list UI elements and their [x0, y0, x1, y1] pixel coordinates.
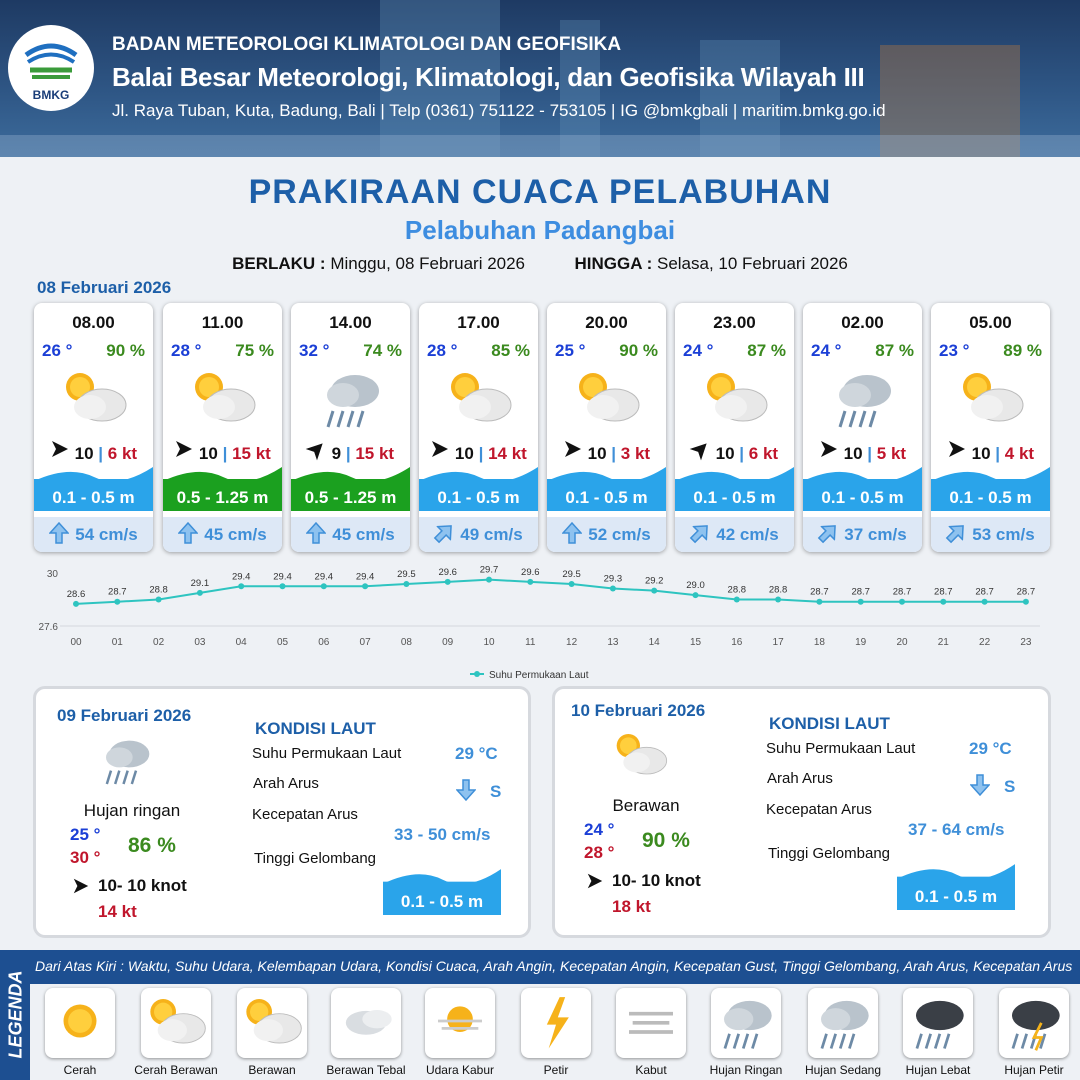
light-rain-icon [711, 988, 781, 1058]
panel-condition: Berawan [612, 796, 680, 815]
forecast-card [547, 303, 666, 552]
haze-icon [425, 988, 495, 1058]
x-tick-label: 20 [896, 637, 908, 648]
sst-point [362, 583, 368, 589]
sst-point [527, 579, 533, 585]
x-tick-label: 07 [359, 637, 371, 648]
sst-data-label: 28.7 [851, 586, 870, 598]
wind-direction-icon [307, 444, 327, 463]
wave-height: 0.5 - 1.25 m [176, 488, 269, 507]
wave-height-label: Tinggi Gelombang [254, 850, 377, 867]
sst-label: Suhu Permukaan Laut [252, 745, 402, 762]
office-name: Balai Besar Meteorologi, Klimatologi, dan Geofisika Wilayah III [112, 62, 865, 92]
wind-gust: 14 kt [488, 444, 527, 463]
current-direction-icon [562, 525, 588, 544]
sea-condition-heading: KONDISI LAUT [769, 714, 890, 733]
forecast-time: 02.00 [841, 313, 884, 332]
x-tick-label: 16 [731, 637, 743, 648]
current-speed-row [291, 517, 410, 552]
forecast-card [291, 303, 410, 552]
cloudy-icon [237, 988, 307, 1058]
x-tick-label: 06 [318, 637, 330, 648]
forecast-temp: 23 ° [939, 341, 970, 360]
forecast-humidity: 90 % [619, 341, 658, 360]
sea-condition-heading: KONDISI LAUT [255, 719, 376, 738]
sst-point [775, 597, 781, 603]
sst-data-label: 29.7 [479, 564, 499, 576]
current-direction-icon [434, 525, 460, 544]
wind-direction-icon [691, 444, 711, 463]
cloudy-icon [697, 361, 773, 433]
wind-gust: 5 kt [876, 444, 907, 463]
sst-point [734, 597, 740, 603]
forecast-wind: 10 | 6 kt [675, 439, 794, 464]
sst-point [610, 585, 616, 591]
rain-icon [825, 361, 901, 433]
sst-data-label: 28.7 [892, 586, 912, 598]
sst-data-label: 28.7 [934, 586, 953, 598]
panel-condition: Hujan ringan [83, 801, 181, 820]
x-tick-label: 14 [648, 637, 660, 648]
sst-point [693, 592, 699, 598]
legend-item-label: Petir [543, 1063, 569, 1077]
current-speed: 42 cm/s [716, 525, 779, 544]
sst-point [403, 581, 409, 587]
chart-legend-label: Suhu Permukaan Laut [489, 670, 589, 681]
sst-point [569, 581, 575, 587]
current-direction-icon [970, 774, 990, 801]
sst-data-label: 29.4 [231, 571, 251, 583]
forecast-wind: 10 | 4 kt [931, 439, 1050, 464]
forecast-time: 11.00 [201, 313, 244, 332]
current-direction-label: Arah Arus [253, 775, 319, 792]
forecast-time: 23.00 [713, 313, 756, 332]
cloudy-icon [953, 361, 1029, 433]
x-tick-label: 08 [400, 637, 412, 648]
rain-icon [313, 361, 389, 433]
current-speed-row [547, 517, 666, 552]
current-speed-row [419, 517, 538, 552]
fog-icon [616, 988, 686, 1058]
wind-direction-icon [50, 444, 70, 463]
wave-height: 0.1 - 0.5 m [949, 488, 1032, 507]
current-direction-icon [456, 779, 476, 806]
thunderstorm-icon [999, 988, 1069, 1058]
current-speed-row [931, 517, 1050, 552]
current-speed: 37 cm/s [844, 525, 907, 544]
cloudy-icon [608, 724, 672, 789]
forecast-card [675, 303, 794, 552]
sst-label: Suhu Permukaan Laut [766, 740, 916, 757]
sst-data-label: 28.8 [727, 584, 747, 596]
forecast-wind: 10 | 6 kt [34, 439, 153, 464]
current-speed-label: Kecepatan Arus [252, 806, 358, 823]
sst-data-label: 29.4 [314, 571, 334, 583]
sst-point [445, 579, 451, 585]
forecast-wind: 9 | 15 kt [291, 439, 410, 464]
current-speed: 53 cm/s [972, 525, 1035, 544]
sst-value: 29 °C [969, 739, 1012, 758]
forecast-temp: 25 ° [555, 341, 586, 360]
forecast-time: 05.00 [969, 313, 1012, 332]
x-tick-label: 22 [979, 637, 991, 648]
sst-chart [0, 560, 1080, 685]
current-direction-icon [818, 525, 844, 544]
x-tick-label: 02 [153, 637, 165, 648]
x-tick-label: 04 [235, 637, 247, 648]
sst-data-label: 29.4 [273, 571, 292, 583]
wind-direction-icon [586, 872, 604, 895]
sst-point [651, 588, 657, 594]
cloudy-icon [569, 361, 645, 433]
wave-height: 0.1 - 0.5 m [693, 488, 776, 507]
rain-icon [94, 729, 158, 794]
forecast-temp: 28 ° [171, 341, 202, 360]
current-speed-label: Kecepatan Arus [766, 801, 872, 818]
heavy-rain-icon [903, 988, 973, 1058]
logo-text: BMKG [32, 88, 70, 102]
x-tick-label: 19 [855, 637, 867, 648]
wave-height-label: Tinggi Gelombang [768, 845, 891, 862]
wind-speed: 10 [454, 444, 474, 463]
sst-value: 29 °C [455, 744, 498, 763]
legend-item-label: Cerah [63, 1063, 97, 1077]
current-direction-icon [946, 525, 972, 544]
legend-caption: Dari Atas Kiri : Waktu, Suhu Udara, Kelembapan Udara, Kondisi Cuaca, Arah Angin, Kecepatan Angin, Kecepatan Gust, Tinggi Gelombang, Arah Arus, Kecepatan Arus [35, 958, 1073, 974]
sst-data-label: 28.8 [149, 584, 168, 596]
sst-point [899, 599, 905, 605]
sst-point [1023, 599, 1029, 605]
forecast-humidity: 75 % [235, 341, 274, 360]
wind-direction-icon [72, 877, 90, 900]
wind-direction-icon [819, 444, 839, 463]
sst-data-label: 28.7 [1016, 586, 1036, 598]
sst-point [280, 583, 286, 589]
valid-from-label: BERLAKU : [232, 254, 326, 273]
legend-item-label: Hujan Petir [1004, 1063, 1064, 1077]
wave-height: 0.5 - 1.25 m [304, 488, 397, 507]
forecast-humidity: 90 % [106, 341, 145, 360]
current-speed-row [803, 517, 922, 552]
org-name: BADAN METEOROLOGI KLIMATOLOGI DAN GEOFISIKA [112, 34, 622, 55]
forecast-card [34, 303, 153, 552]
daily-panel [33, 686, 531, 938]
current-speed-value: 37 - 64 cm/s [908, 820, 1005, 839]
wind-gust: 15 kt [355, 444, 395, 463]
wind-gust: 3 kt [620, 444, 651, 463]
forecast-temp: 32 ° [299, 341, 330, 360]
wave-height: 0.1 - 0.5 m [437, 488, 520, 507]
sst-data-label: 29.1 [190, 577, 210, 589]
partly-cloudy-icon [56, 361, 132, 433]
panel-wave-height: 0.1 - 0.5 m [914, 887, 998, 906]
forecast-card [803, 303, 922, 552]
wind-direction-icon [430, 444, 450, 463]
x-tick-label: 05 [276, 637, 289, 648]
sst-point [940, 599, 946, 605]
panel-temp-min: 24 ° [584, 820, 615, 839]
sst-point [858, 599, 864, 605]
wind-speed: 10 [587, 444, 607, 463]
x-tick-label: 03 [194, 637, 206, 648]
sst-point [197, 590, 203, 596]
legend-item-label: Cerah Berawan [134, 1063, 218, 1077]
y-tick-label: 27.6 [38, 622, 58, 633]
valid-to-label: HINGGA : [574, 254, 653, 273]
legend-swatch-dot [474, 671, 480, 677]
forecast-wind: 10 | 15 kt [163, 439, 282, 464]
panel-gust: 18 kt [612, 897, 651, 916]
current-speed-row [34, 517, 153, 552]
forecast-temp: 24 ° [811, 341, 842, 360]
sst-point [321, 583, 327, 589]
current-speed-row [163, 517, 282, 552]
forecast-time: 17.00 [457, 313, 500, 332]
current-speed: 45 cm/s [204, 525, 267, 544]
legend-item-label: Udara Kabur [425, 1063, 495, 1077]
panel-date: 09 Februari 2026 [57, 706, 192, 725]
forecast-wind: 10 | 5 kt [803, 439, 922, 464]
sst-point [982, 599, 988, 605]
current-direction-icon [49, 525, 75, 544]
x-tick-label: 09 [442, 637, 454, 648]
wind-direction-icon [563, 444, 583, 463]
current-direction-label: Arah Arus [767, 770, 833, 787]
legend-item-label: Hujan Sedang [804, 1063, 882, 1077]
x-tick-label: 12 [566, 637, 578, 648]
forecast-time: 20.00 [585, 313, 628, 332]
wave-height: 0.1 - 0.5 m [565, 488, 648, 507]
wind-speed: 9 [331, 444, 342, 463]
forecast-humidity: 87 % [747, 341, 786, 360]
forecast-time: 08.00 [72, 313, 115, 332]
validity-period [0, 254, 1080, 274]
wind-gust: 4 kt [1004, 444, 1035, 463]
forecast-wind: 10 | 14 kt [419, 439, 538, 464]
panel-humidity: 86 % [128, 834, 176, 857]
current-speed: 52 cm/s [588, 525, 651, 544]
lightning-icon [521, 988, 591, 1058]
legend-title: LEGENDA [5, 970, 26, 1059]
wind-speed: 10 [971, 444, 991, 463]
wave-height: 0.1 - 0.5 m [821, 488, 904, 507]
day1-date: 08 Februari 2026 [37, 278, 172, 297]
sst-data-label: 28.6 [66, 588, 86, 600]
forecast-card [419, 303, 538, 552]
panel-gust: 14 kt [98, 902, 137, 921]
current-speed-value: 33 - 50 cm/s [394, 825, 491, 844]
wind-gust: 6 kt [748, 444, 779, 463]
sst-data-label: 28.7 [975, 586, 994, 598]
y-tick-label: 30 [46, 569, 58, 580]
port-name: Pelabuhan Padangbai [404, 215, 676, 245]
sst-point [486, 577, 492, 583]
panel-temp-max: 30 ° [70, 848, 101, 867]
legend-item-label: Kabut [635, 1063, 667, 1077]
panel-wind: 10- 10 knot [98, 876, 187, 895]
daily-panel [552, 686, 1051, 938]
forecast-temp: 26 ° [42, 341, 73, 360]
sst-data-label: 29.5 [397, 569, 416, 581]
x-tick-label: 23 [1020, 637, 1032, 648]
current-speed: 49 cm/s [460, 525, 523, 544]
sst-point [816, 599, 822, 605]
sst-data-label: 29.0 [686, 580, 705, 592]
wave-height: 0.1 - 0.5 m [52, 488, 135, 507]
sst-data-label: 29.2 [644, 575, 664, 587]
current-direction-value: S [490, 782, 502, 801]
wind-gust: 6 kt [107, 444, 138, 463]
moderate-rain-icon [808, 988, 878, 1058]
forecast-temp: 24 ° [683, 341, 714, 360]
x-tick-label: 17 [772, 637, 784, 648]
sst-data-label: 29.6 [521, 566, 540, 578]
valid-to-value: Selasa, 10 Februari 2026 [656, 254, 848, 273]
legend-item-label: Hujan Lebat [905, 1063, 971, 1077]
sst-point [114, 599, 120, 605]
current-direction-icon [690, 525, 716, 544]
x-tick-label: 10 [483, 637, 495, 648]
current-direction-value: S [1004, 777, 1016, 796]
wind-speed: 10 [198, 444, 218, 463]
panel-wave-height: 0.1 - 0.5 m [400, 892, 484, 911]
valid-from-value: Minggu, 08 Februari 2026 [330, 254, 526, 273]
sst-point [73, 601, 79, 607]
overcast-icon [331, 988, 401, 1058]
forecast-temp: 28 ° [427, 341, 458, 360]
sst-data-label: 29.5 [562, 569, 581, 581]
sst-data-label: 29.6 [438, 566, 457, 578]
page-title: PRAKIRAAN CUACA PELABUHAN [248, 173, 832, 211]
sun-cloud-icon [141, 988, 211, 1058]
cloudy-icon [185, 361, 261, 433]
panel-wind: 10- 10 knot [612, 871, 701, 890]
forecast-humidity: 89 % [1003, 341, 1042, 360]
cloudy-icon [441, 361, 517, 433]
forecast-humidity: 85 % [491, 341, 530, 360]
x-tick-label: 21 [937, 637, 949, 648]
wind-speed: 10 [843, 444, 863, 463]
sun-icon [45, 988, 115, 1058]
office-address: Jl. Raya Tuban, Kuta, Badung, Bali | Telp (0361) 751122 - 753105 | IG @bmkgbali | maritim.bmkg.go.id [112, 101, 886, 120]
wind-speed: 10 [74, 444, 94, 463]
wind-direction-icon [947, 444, 967, 463]
legend-item-label: Berawan [248, 1063, 296, 1077]
forecast-humidity: 74 % [363, 341, 402, 360]
forecast-card [931, 303, 1050, 552]
x-tick-label: 15 [689, 637, 702, 648]
wind-gust: 15 kt [232, 444, 271, 463]
forecast-wind: 10 | 3 kt [547, 439, 666, 464]
sst-point [238, 583, 244, 589]
sst-data-label: 28.7 [108, 586, 127, 598]
current-speed: 45 cm/s [332, 525, 395, 544]
current-direction-icon [306, 525, 332, 544]
panel-date: 10 Februari 2026 [571, 701, 706, 720]
forecast-time: 14.00 [329, 313, 372, 332]
bmkg-logo [8, 25, 94, 111]
panel-humidity: 90 % [642, 829, 690, 852]
sst-data-label: 28.8 [768, 584, 788, 596]
sst-data-label: 29.3 [603, 573, 623, 585]
panel-temp-max: 28 ° [584, 843, 615, 862]
x-tick-label: 11 [525, 637, 536, 648]
wind-speed: 10 [715, 444, 735, 463]
sst-data-label: 29.4 [355, 571, 375, 583]
x-tick-label: 01 [111, 637, 123, 648]
panel-temp-min: 25 ° [70, 825, 101, 844]
current-speed: 54 cm/s [75, 525, 138, 544]
x-tick-label: 13 [607, 637, 619, 648]
current-speed-row [675, 517, 794, 552]
sst-data-label: 28.7 [810, 586, 829, 598]
x-tick-label: 18 [813, 637, 825, 648]
forecast-humidity: 87 % [875, 341, 914, 360]
wind-direction-icon [174, 444, 194, 463]
x-tick-label: 00 [70, 637, 82, 648]
current-direction-icon [178, 525, 204, 544]
forecast-card [163, 303, 282, 552]
legend-item-label: Hujan Ringan [709, 1063, 783, 1077]
sst-point [156, 597, 162, 603]
legend-item-label: Berawan Tebal [326, 1063, 406, 1077]
